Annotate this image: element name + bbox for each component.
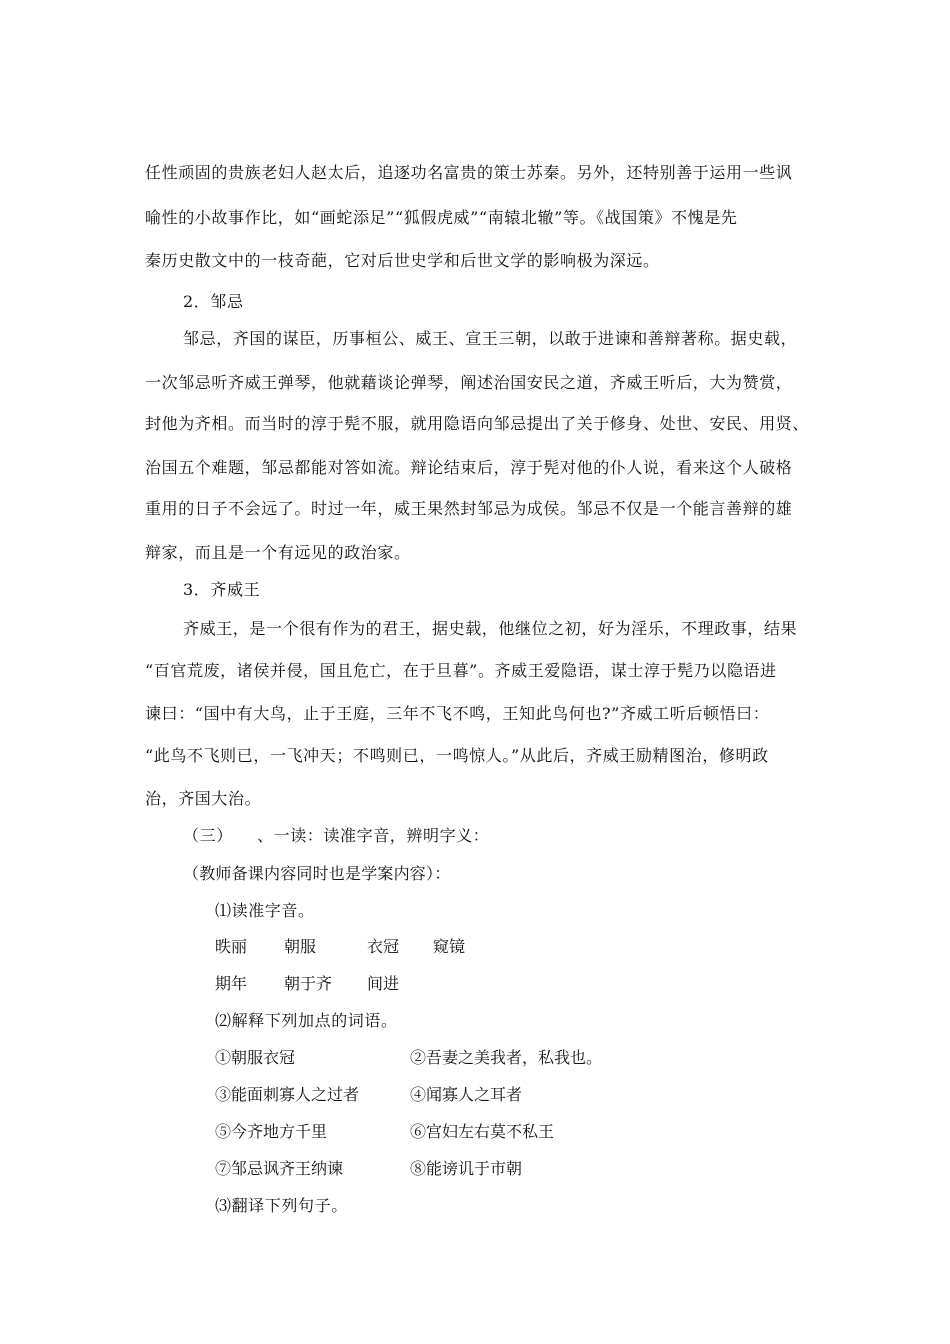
vocab-word: 衣冠 [367, 937, 400, 956]
qiweiwang-line-5: 治，齐国大治。 [145, 789, 262, 808]
qiweiwang-line-2: “百官荒废，诸侯并侵，国且危亡，在于旦暮”。齐威王爱隐语，谋士淳于髡乃以隐语进 [145, 661, 777, 680]
zouji-line-3: 封他为齐相。而当时的淳于髡不服，就用隐语向邹忌提出了关于修身、处世、安民、用贤、 [145, 414, 810, 433]
zouji-line-2: 一次邹忌听齐威王弹琴，他就藉谈论弹琴，阐述治国安民之道，齐威王听后，大为赞赏， [145, 373, 793, 392]
zouji-heading: 2．邹忌 [183, 292, 244, 311]
vocab-word: 间进 [367, 974, 400, 993]
zouji-line-6: 辩家，而且是一个有远见的政治家。 [145, 543, 411, 562]
zouji-line-4: 治国五个难题，邹忌都能对答如流。辩论结束后，淳于髡对他的仆人说，看来这个人破格 [145, 458, 793, 477]
qiweiwang-heading: 3．齐威王 [183, 580, 261, 599]
explain-item: ①朝服衣冠 [215, 1048, 296, 1067]
explain-item: ⑥宫妇左右莫不私王 [410, 1122, 555, 1141]
zouji-line-1: 邹忌，齐国的谋臣，历事桓公、威王、宣王三朝，以敢于进谏和善辩著称。据史载， [183, 329, 798, 348]
vocab-word: 朝于齐 [284, 974, 333, 993]
vocab-word: 窥镜 [433, 937, 466, 956]
part-three-title: 、一读：读准字音，辨明字义： [257, 826, 490, 845]
vocab-word: 朝服 [284, 937, 317, 956]
part-three-note: （教师备课内容同时也是学案内容）： [183, 864, 451, 883]
qiweiwang-line-3: 谏曰：“国中有大鸟，止于王庭，三年不飞不鸣，王知此鸟何也?”齐威工听后顿悟曰： [145, 704, 770, 723]
zouji-line-5: 重用的日子不会远了。时过一年，威王果然封邹忌为成侯。邹忌不仅是一个能言善辩的雄 [145, 499, 793, 518]
translate-heading: ⑶翻译下列句子。 [215, 1196, 348, 1215]
explain-item: ②吾妻之美我者，私我也。 [410, 1048, 603, 1067]
part-three-marker: （三） [183, 826, 233, 845]
intro-line-1: 任性顽固的贵族老妇人赵太后，追逐功名富贵的策士苏秦。另外，还特别善于运用一些讽 [145, 163, 793, 182]
explain-item: ④闻寡人之耳者 [410, 1085, 523, 1104]
pronunciation-heading: ⑴读准字音。 [215, 901, 315, 920]
intro-line-2: 喻性的小故事作比，如“画蛇添足”“狐假虎威”“南辕北辙”等。《战国策》不愧是先 [145, 208, 738, 227]
explain-item: ⑧能谤讥于市朝 [410, 1159, 523, 1178]
explain-item: ③能面刺寡人之过者 [215, 1085, 360, 1104]
explain-item: ⑦邹忌讽齐王纳谏 [215, 1159, 344, 1178]
vocab-word: 昳丽 [215, 937, 248, 956]
explain-item: ⑤今齐地方千里 [215, 1122, 328, 1141]
explain-heading: ⑵解释下列加点的词语。 [215, 1011, 398, 1030]
intro-line-3: 秦历史散文中的一枝奇葩，它对后世史学和后世文学的影响极为深远。 [145, 251, 660, 270]
vocab-word: 期年 [215, 974, 248, 993]
qiweiwang-line-4: “此鸟不飞则已，一飞冲天；不鸣则已，一鸣惊人。”从此后，齐威王励精图治，修明政 [145, 746, 769, 765]
qiweiwang-line-1: 齐威王，是一个很有作为的君王，据史载，他继位之初，好为淫乐，不理政事，结果 [183, 619, 798, 638]
